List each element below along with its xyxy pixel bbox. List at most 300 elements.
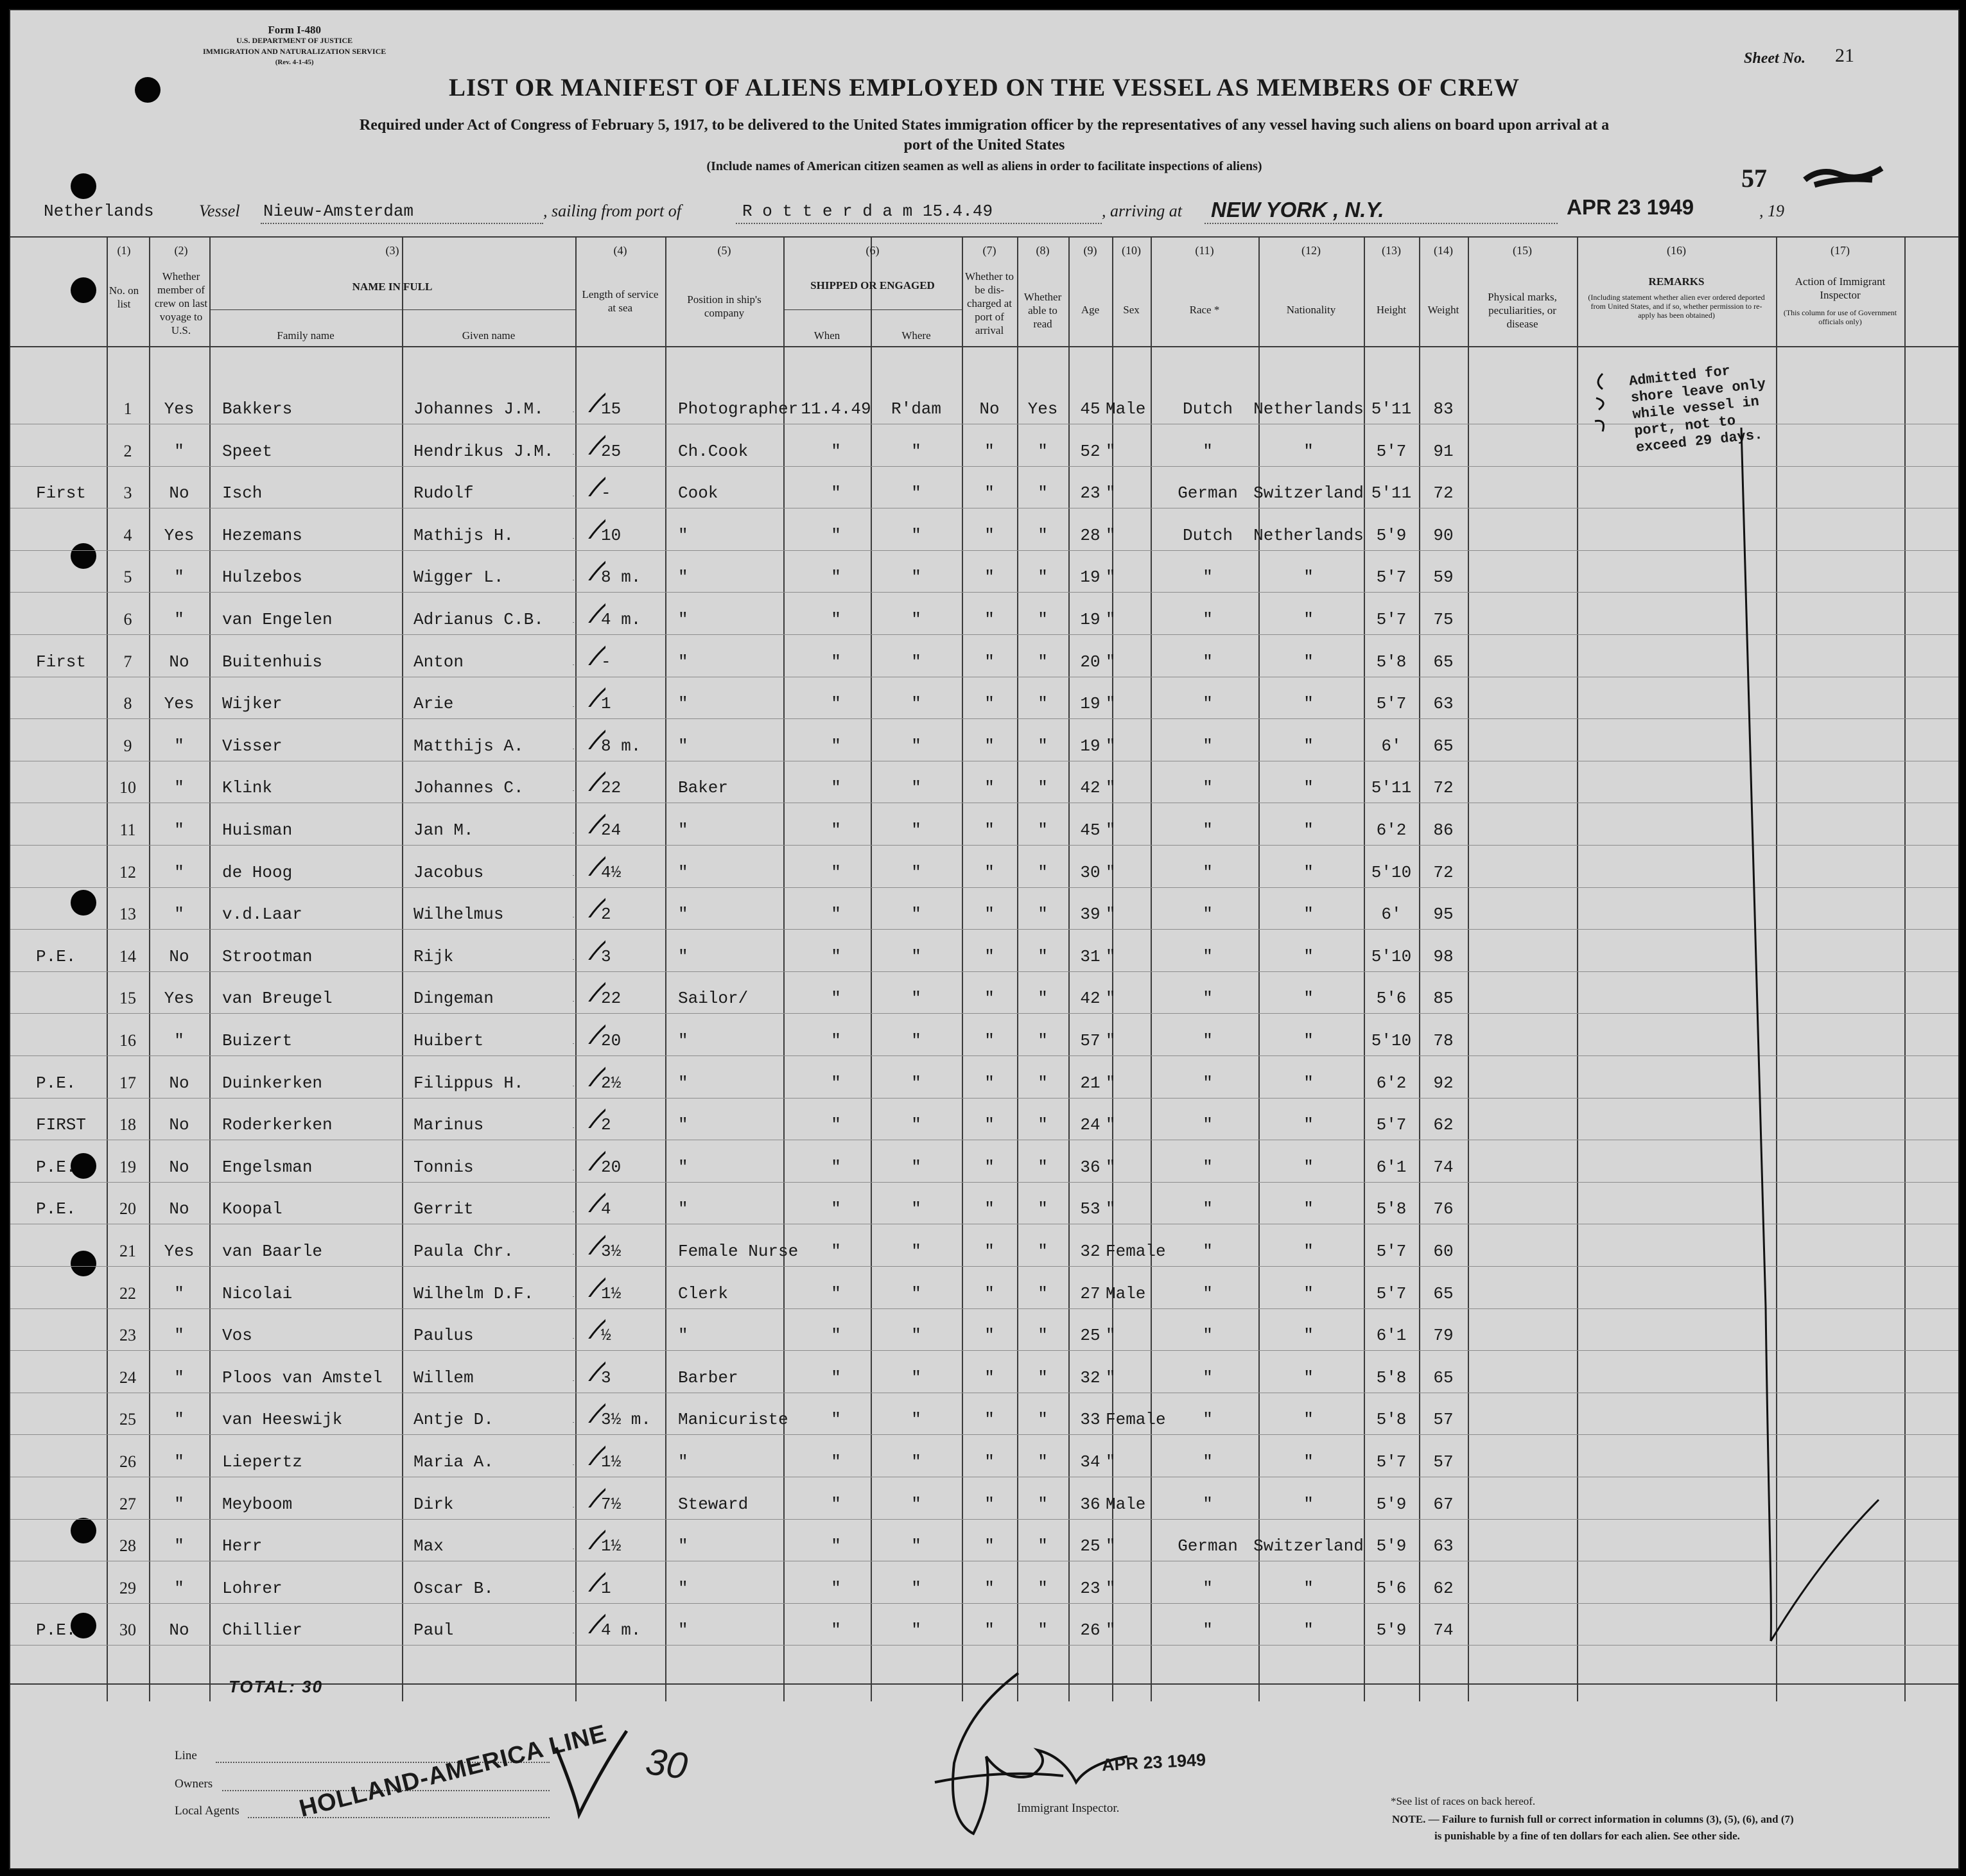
punch-hole bbox=[71, 173, 96, 199]
height-cell: 5'10 bbox=[1371, 946, 1412, 966]
sex-cell: " bbox=[1106, 862, 1116, 882]
able-read-cell: " bbox=[1038, 989, 1048, 1009]
check-tick bbox=[570, 892, 605, 917]
given-name-cell: Marinus bbox=[413, 1115, 484, 1135]
race-cell: " bbox=[1203, 989, 1213, 1009]
sex-cell: " bbox=[1106, 1199, 1116, 1219]
row-rule bbox=[10, 1350, 1958, 1351]
sex-cell: " bbox=[1106, 1368, 1116, 1387]
given-name-cell: Wigger L. bbox=[413, 568, 504, 587]
row-rule bbox=[10, 971, 1958, 972]
shipped-when-cell: " bbox=[831, 905, 841, 925]
shipped-when-cell: " bbox=[831, 1031, 841, 1050]
last-voyage-cell: Yes bbox=[164, 1242, 195, 1261]
weight-cell: 72 bbox=[1433, 862, 1454, 882]
position-cell: " bbox=[678, 1578, 688, 1598]
given-name-cell: Hendrikus J.M. bbox=[413, 441, 554, 461]
sex-cell: Male bbox=[1106, 1494, 1146, 1514]
form-title: LIST OR MANIFEST OF ALIENS EMPLOYED ON THE VESSEL AS MEMBERS OF CREW bbox=[448, 74, 1520, 101]
last-voyage-cell: " bbox=[174, 568, 184, 587]
given-name-cell: Johannes C. bbox=[413, 778, 524, 798]
family-name-cell: Meyboom bbox=[222, 1494, 293, 1514]
race-cell: " bbox=[1203, 1242, 1213, 1261]
age-cell: 42 bbox=[1080, 989, 1100, 1009]
discharged-cell: " bbox=[984, 862, 995, 882]
nationality-cell: " bbox=[1303, 1157, 1314, 1177]
col-num: (14) bbox=[1434, 244, 1453, 257]
service-length-cell: 2 bbox=[601, 905, 611, 925]
column-rule bbox=[1468, 238, 1469, 1701]
race-cell: " bbox=[1203, 1368, 1213, 1387]
race-cell: " bbox=[1203, 1031, 1213, 1050]
age-cell: 19 bbox=[1080, 736, 1100, 756]
nationality-cell: " bbox=[1303, 1199, 1314, 1219]
shipped-when-cell: " bbox=[831, 1242, 841, 1261]
header-nationality: Nationality bbox=[1286, 304, 1336, 316]
last-voyage-cell: " bbox=[174, 736, 184, 756]
service-length-cell: 7½ bbox=[601, 1494, 622, 1514]
height-cell: 6'1 bbox=[1376, 1326, 1407, 1346]
vessel-label: Vessel bbox=[199, 202, 240, 220]
col-num: (2) bbox=[174, 244, 188, 257]
shipped-when-cell: " bbox=[831, 441, 841, 461]
col-num: (15) bbox=[1513, 244, 1532, 257]
sheet-label: Sheet No. bbox=[1744, 50, 1805, 67]
service-length-cell: 1½ bbox=[601, 1536, 622, 1556]
sex-cell: " bbox=[1106, 610, 1116, 629]
shipped-where-cell: " bbox=[911, 821, 921, 840]
form-subtitle-2: port of the United States bbox=[903, 137, 1065, 153]
height-cell: 5'9 bbox=[1376, 525, 1407, 545]
check-tick bbox=[570, 1355, 605, 1381]
able-read-cell: " bbox=[1038, 1073, 1048, 1093]
family-name-cell: Wijker bbox=[222, 694, 283, 714]
shipped-where-cell: " bbox=[911, 1452, 921, 1472]
height-cell: 5'7 bbox=[1376, 1283, 1407, 1303]
check-tick bbox=[570, 386, 605, 412]
given-name-cell: Paul bbox=[413, 1620, 454, 1640]
given-name-cell: Rijk bbox=[413, 946, 454, 966]
service-length-cell: 10 bbox=[601, 525, 622, 545]
age-cell: 19 bbox=[1080, 610, 1100, 629]
service-length-cell: 3½ bbox=[601, 1242, 622, 1261]
age-cell: 53 bbox=[1080, 1199, 1100, 1219]
form-number: Form I-480 bbox=[268, 24, 321, 36]
line-label: Line bbox=[175, 1749, 197, 1762]
family-name-cell: Chillier bbox=[222, 1620, 302, 1640]
shipped-when-cell: " bbox=[831, 821, 841, 840]
race-cell: " bbox=[1203, 1115, 1213, 1135]
position-cell: " bbox=[678, 946, 688, 966]
position-cell: " bbox=[678, 1536, 688, 1556]
able-read-cell: " bbox=[1038, 1452, 1048, 1472]
age-cell: 42 bbox=[1080, 778, 1100, 798]
discharged-cell: " bbox=[984, 1283, 995, 1303]
last-voyage-cell: " bbox=[174, 1326, 184, 1346]
inspector-date-stamp: APR 23 1949 bbox=[1101, 1750, 1206, 1775]
owners-label: Owners bbox=[175, 1777, 213, 1791]
shipped-when-cell: " bbox=[831, 568, 841, 587]
form-id-block bbox=[203, 24, 386, 68]
age-cell: 57 bbox=[1080, 1031, 1100, 1050]
able-read-cell: " bbox=[1038, 1157, 1048, 1177]
nationality-cell: " bbox=[1303, 1073, 1314, 1093]
shipped-where-cell: " bbox=[911, 1115, 921, 1135]
row-rule bbox=[10, 1013, 1958, 1014]
service-length-cell: 3 bbox=[601, 946, 611, 966]
header-family-name: Family name bbox=[277, 329, 335, 342]
margin-note: First bbox=[36, 483, 87, 503]
weight-cell: 75 bbox=[1433, 610, 1454, 629]
table-top-rule bbox=[10, 236, 1958, 238]
arrival-date-stamp: APR 23 1949 bbox=[1567, 195, 1694, 219]
age-cell: 36 bbox=[1080, 1157, 1100, 1177]
check-tick bbox=[570, 681, 605, 707]
discharged-cell: " bbox=[984, 1494, 995, 1514]
punch-hole bbox=[71, 277, 96, 303]
given-name-cell: Wilhelmus bbox=[413, 905, 504, 925]
family-name-cell: Isch bbox=[222, 483, 263, 503]
row-number: 9 bbox=[123, 736, 132, 755]
form-subtitle-1: Required under Act of Congress of February 5, 1917, to be delivered to the United States immigration officer by the representatives of any vessel having such aliens on board upon arrival at a bbox=[359, 117, 1610, 134]
last-voyage-cell: " bbox=[174, 1410, 184, 1430]
discharged-cell: " bbox=[984, 1368, 995, 1387]
vessel-name: Nieuw-Amsterdam bbox=[263, 202, 414, 221]
last-voyage-cell: " bbox=[174, 1494, 184, 1514]
height-cell: 5'7 bbox=[1376, 1452, 1407, 1472]
row-number: 2 bbox=[123, 441, 132, 460]
punch-hole bbox=[71, 1518, 96, 1543]
race-cell: " bbox=[1203, 441, 1213, 461]
row-number: 15 bbox=[119, 989, 136, 1008]
row-number: 29 bbox=[119, 1578, 136, 1597]
shipped-where-cell: " bbox=[911, 483, 921, 503]
header-age: Age bbox=[1081, 304, 1100, 316]
shipped-when-cell: " bbox=[831, 525, 841, 545]
punch-hole bbox=[71, 543, 96, 569]
discharged-cell: " bbox=[984, 610, 995, 629]
height-cell: 5'10 bbox=[1371, 862, 1412, 882]
able-read-cell: " bbox=[1038, 1115, 1048, 1135]
weight-cell: 78 bbox=[1433, 1031, 1454, 1050]
given-name-cell: Arie bbox=[413, 694, 454, 714]
check-tick bbox=[570, 1271, 605, 1297]
column-rule bbox=[1577, 238, 1578, 1701]
discharged-cell: " bbox=[984, 1199, 995, 1219]
position-cell: Steward bbox=[678, 1494, 749, 1514]
manifest-sheet bbox=[9, 9, 1960, 1870]
col-num: (3) bbox=[385, 244, 399, 257]
family-name-cell: Roderkerken bbox=[222, 1115, 333, 1135]
nationality-cell: " bbox=[1303, 1031, 1314, 1050]
check-tick bbox=[570, 639, 605, 665]
race-cell: " bbox=[1203, 1157, 1213, 1177]
given-name-cell: Oscar B. bbox=[413, 1578, 494, 1598]
row-rule bbox=[10, 1519, 1958, 1520]
last-voyage-cell: " bbox=[174, 1452, 184, 1472]
weight-cell: 74 bbox=[1433, 1157, 1454, 1177]
last-voyage-cell: Yes bbox=[164, 399, 195, 419]
row-rule bbox=[10, 1266, 1958, 1267]
given-name-cell: Max bbox=[413, 1536, 444, 1556]
header-physical: Physical marks, peculiarities, or disease bbox=[1488, 291, 1557, 330]
position-cell: " bbox=[678, 1031, 688, 1050]
shipped-where-cell: " bbox=[911, 1326, 921, 1346]
vessel-flag: Netherlands bbox=[44, 202, 154, 221]
family-name-cell: de Hoog bbox=[222, 862, 293, 882]
height-cell: 5'11 bbox=[1371, 399, 1412, 419]
shipped-where-cell: " bbox=[911, 778, 921, 798]
discharged-cell: " bbox=[984, 989, 995, 1009]
last-voyage-cell: " bbox=[174, 441, 184, 461]
row-number: 17 bbox=[119, 1073, 136, 1092]
row-rule bbox=[10, 1645, 1958, 1646]
age-cell: 25 bbox=[1080, 1326, 1100, 1346]
family-name-cell: van Heeswijk bbox=[222, 1410, 343, 1430]
check-tick bbox=[570, 1145, 605, 1170]
race-cell: " bbox=[1203, 946, 1213, 966]
service-length-cell: 22 bbox=[601, 778, 622, 798]
discharged-cell: " bbox=[984, 694, 995, 714]
given-name-cell: Filippus H. bbox=[413, 1073, 524, 1093]
footnote-note: NOTE. — Failure to furnish full or correct information in columns (3), (5), (6), and (7) bbox=[1392, 1813, 1794, 1825]
last-voyage-cell: " bbox=[174, 1536, 184, 1556]
height-cell: 5'9 bbox=[1376, 1536, 1407, 1556]
service-length-cell: 25 bbox=[601, 441, 622, 461]
sex-cell: " bbox=[1106, 441, 1116, 461]
discharged-cell: " bbox=[984, 1242, 995, 1261]
shipped-where-cell: " bbox=[911, 946, 921, 966]
sex-cell: " bbox=[1106, 483, 1116, 503]
nationality-cell: " bbox=[1303, 1242, 1314, 1261]
able-read-cell: " bbox=[1038, 568, 1048, 587]
row-number: 10 bbox=[119, 778, 136, 797]
weight-cell: 74 bbox=[1433, 1620, 1454, 1640]
discharged-cell: " bbox=[984, 821, 995, 840]
position-cell: " bbox=[678, 1073, 688, 1093]
height-cell: 6'1 bbox=[1376, 1157, 1407, 1177]
sheet-number: 21 bbox=[1835, 45, 1854, 66]
race-cell: " bbox=[1203, 736, 1213, 756]
shipped-when-cell: " bbox=[831, 1115, 841, 1135]
col-num: (6) bbox=[866, 244, 880, 257]
height-cell: 5'7 bbox=[1376, 610, 1407, 629]
check-tick bbox=[570, 1313, 605, 1339]
service-length-cell: ½ bbox=[601, 1326, 611, 1346]
col-num: (1) bbox=[117, 244, 131, 257]
height-cell: 6' bbox=[1381, 905, 1402, 925]
inspector-check-mark bbox=[1731, 408, 1885, 1654]
able-read-cell: " bbox=[1038, 1368, 1048, 1387]
check-tick bbox=[570, 513, 605, 539]
position-cell: Manicuriste bbox=[678, 1410, 788, 1430]
header-remarks: REMARKS bbox=[1648, 275, 1705, 288]
col-num: (4) bbox=[613, 244, 627, 257]
vessel-underline bbox=[261, 222, 543, 224]
row-number: 16 bbox=[119, 1031, 136, 1050]
form-rev: (Rev. 4-1-45) bbox=[275, 58, 314, 66]
nationality-cell: " bbox=[1303, 441, 1314, 461]
check-tick bbox=[570, 850, 605, 876]
last-voyage-cell: No bbox=[169, 1620, 189, 1640]
last-voyage-cell: " bbox=[174, 1368, 184, 1387]
discharged-cell: " bbox=[984, 1536, 995, 1556]
header-discharged: Whether to be dis-charged at port of arrival bbox=[965, 270, 1014, 336]
shipped-when-cell: 11.4.49 bbox=[801, 399, 871, 419]
column-rule bbox=[665, 238, 666, 1701]
able-read-cell: " bbox=[1038, 821, 1048, 840]
check-tick bbox=[570, 471, 605, 496]
race-cell: " bbox=[1203, 1410, 1213, 1430]
able-read-cell: " bbox=[1038, 736, 1048, 756]
able-read-cell: " bbox=[1038, 1326, 1048, 1346]
sex-cell: " bbox=[1106, 1578, 1116, 1598]
sex-cell: " bbox=[1106, 1620, 1116, 1640]
row-rule bbox=[10, 550, 1958, 551]
row-number: 14 bbox=[119, 946, 136, 966]
service-length-cell: 1½ bbox=[601, 1283, 622, 1303]
row-number: 7 bbox=[123, 652, 132, 671]
agents-label: Local Agents bbox=[175, 1804, 239, 1818]
discharged-cell: " bbox=[984, 1157, 995, 1177]
shipped-when-cell: " bbox=[831, 694, 841, 714]
family-name-cell: Lohrer bbox=[222, 1578, 283, 1598]
sex-cell: " bbox=[1106, 652, 1116, 672]
shipped-when-cell: " bbox=[831, 1157, 841, 1177]
discharged-cell: " bbox=[984, 568, 995, 587]
age-cell: 19 bbox=[1080, 694, 1100, 714]
position-cell: " bbox=[678, 568, 688, 587]
given-name-cell: Adrianus C.B. bbox=[413, 610, 544, 629]
given-name-cell: Gerrit bbox=[413, 1199, 474, 1219]
total-count: TOTAL: 30 bbox=[229, 1677, 324, 1696]
last-voyage-cell: No bbox=[169, 483, 189, 503]
position-cell: " bbox=[678, 1452, 688, 1472]
last-voyage-cell: Yes bbox=[164, 525, 195, 545]
check-tick bbox=[570, 1608, 605, 1633]
nationality-cell: " bbox=[1303, 1283, 1314, 1303]
header-where: Where bbox=[901, 329, 931, 342]
weight-cell: 90 bbox=[1433, 525, 1454, 545]
discharged-cell: " bbox=[984, 483, 995, 503]
shipped-when-cell: " bbox=[831, 778, 841, 798]
check-tick bbox=[570, 1524, 605, 1549]
race-cell: Dutch bbox=[1182, 525, 1233, 545]
service-length-cell: 8 m. bbox=[601, 736, 641, 756]
shipped-when-cell: " bbox=[831, 652, 841, 672]
given-name-cell: Mathijs H. bbox=[413, 525, 514, 545]
position-cell: " bbox=[678, 525, 688, 545]
weight-cell: 95 bbox=[1433, 905, 1454, 925]
position-cell: Female Nurse bbox=[678, 1242, 799, 1261]
header-last-voyage: Whether member of crew on last voyage to U.S. bbox=[154, 270, 208, 336]
check-tick bbox=[570, 1186, 605, 1212]
race-cell: " bbox=[1203, 1494, 1213, 1514]
check-tick bbox=[570, 1397, 605, 1423]
sex-cell: " bbox=[1106, 568, 1116, 587]
weight-cell: 92 bbox=[1433, 1073, 1454, 1093]
given-name-cell: Wilhelm D.F. bbox=[413, 1283, 534, 1303]
row-number: 11 bbox=[119, 821, 136, 839]
nationality-cell: " bbox=[1303, 1494, 1314, 1514]
row-rule bbox=[10, 466, 1958, 467]
height-cell: 5'9 bbox=[1376, 1494, 1407, 1514]
check-tick bbox=[570, 934, 605, 960]
sex-cell: " bbox=[1106, 1157, 1116, 1177]
col-num: (13) bbox=[1382, 244, 1401, 257]
family-name-cell: van Baarle bbox=[222, 1242, 323, 1261]
shipped-where-cell: " bbox=[911, 736, 921, 756]
able-read-cell: " bbox=[1038, 1199, 1048, 1219]
able-read-cell: " bbox=[1038, 483, 1048, 503]
shipped-when-cell: " bbox=[831, 736, 841, 756]
nationality-cell: " bbox=[1303, 610, 1314, 629]
given-name-cell: Paulus bbox=[413, 1326, 474, 1346]
discharged-cell: " bbox=[984, 778, 995, 798]
age-cell: 28 bbox=[1080, 525, 1100, 545]
col-num: (7) bbox=[982, 244, 996, 257]
family-name-cell: Hulzebos bbox=[222, 568, 302, 587]
discharged-cell: " bbox=[984, 525, 995, 545]
race-cell: " bbox=[1203, 694, 1213, 714]
margin-note: First bbox=[36, 652, 87, 672]
margin-note: FIRST bbox=[36, 1115, 87, 1135]
discharged-cell: " bbox=[984, 1452, 995, 1472]
sex-cell: " bbox=[1106, 1031, 1116, 1050]
service-length-cell: 4½ bbox=[601, 862, 622, 882]
arrival-port: NEW YORK , N.Y. bbox=[1211, 198, 1384, 221]
able-read-cell: " bbox=[1038, 946, 1048, 966]
shipped-when-cell: " bbox=[831, 1073, 841, 1093]
age-cell: 34 bbox=[1080, 1452, 1100, 1472]
last-voyage-cell: No bbox=[169, 946, 189, 966]
header-position: Position in ship's company bbox=[687, 293, 761, 319]
shipped-when-cell: " bbox=[831, 483, 841, 503]
able-read-cell: " bbox=[1038, 1031, 1048, 1050]
arrival-underline bbox=[1205, 222, 1558, 224]
check-tick bbox=[570, 1229, 605, 1255]
age-cell: 24 bbox=[1080, 1115, 1100, 1135]
shipped-when-cell: " bbox=[831, 1452, 841, 1472]
check-tick bbox=[570, 1439, 605, 1465]
column-rule bbox=[209, 238, 211, 1701]
row-rule bbox=[10, 1098, 1958, 1099]
race-cell: " bbox=[1203, 862, 1213, 882]
family-name-cell: Liepertz bbox=[222, 1452, 302, 1472]
position-cell: " bbox=[678, 1620, 688, 1640]
able-read-cell: " bbox=[1038, 1283, 1048, 1303]
service-length-cell: 4 m. bbox=[601, 610, 641, 629]
header-able-read: Whether able to read bbox=[1023, 291, 1062, 330]
given-name-cell: Dingeman bbox=[413, 989, 494, 1009]
height-cell: 5'7 bbox=[1376, 694, 1407, 714]
race-cell: " bbox=[1203, 568, 1213, 587]
height-cell: 6'2 bbox=[1376, 1073, 1407, 1093]
age-cell: 25 bbox=[1080, 1536, 1100, 1556]
col-num: (11) bbox=[1195, 244, 1214, 257]
given-name-cell: Willem bbox=[413, 1368, 474, 1387]
sex-cell: Male bbox=[1106, 399, 1146, 419]
shipped-where-cell: " bbox=[911, 1283, 921, 1303]
port-underline bbox=[736, 222, 1102, 224]
family-name-cell: Engelsman bbox=[222, 1157, 313, 1177]
nationality-cell: " bbox=[1303, 1410, 1314, 1430]
race-cell: " bbox=[1203, 1073, 1213, 1093]
check-tick bbox=[570, 597, 605, 623]
able-read-cell: " bbox=[1038, 694, 1048, 714]
check-tick bbox=[570, 1102, 605, 1128]
family-name-cell: v.d.Laar bbox=[222, 905, 302, 925]
